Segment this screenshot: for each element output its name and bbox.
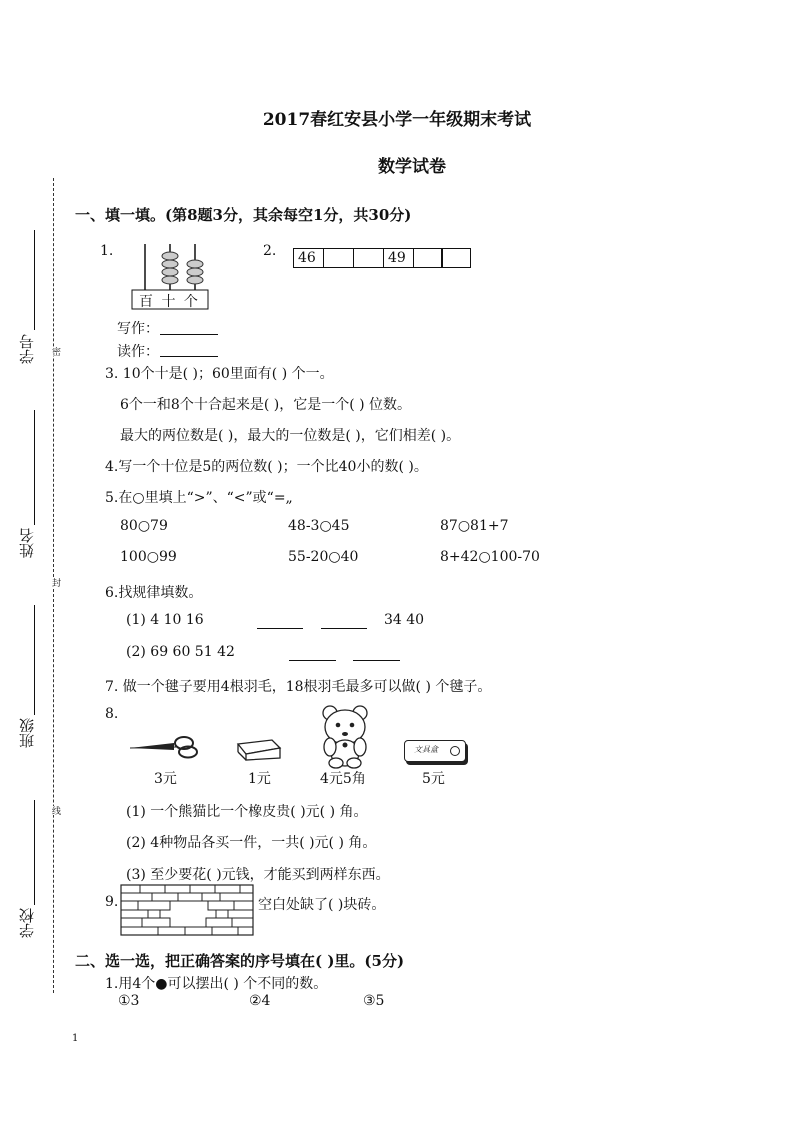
school-blank-line bbox=[34, 800, 35, 905]
q4-text: 4.写一个十位是5的两位数( )；一个比40小的数( )。 bbox=[105, 459, 428, 475]
student-id-label: 学号 bbox=[18, 334, 36, 364]
page-number: 1 bbox=[72, 1033, 79, 1044]
q2-box-5[interactable] bbox=[413, 248, 443, 268]
s2-q1-option-2[interactable]: ②4 bbox=[249, 993, 271, 1009]
q8-sub3: (3) 至少要花( )元钱，才能买到两样东西。 bbox=[126, 867, 390, 883]
pencil-box-label: 文具盒 bbox=[414, 745, 438, 754]
q7-text: 7. 做一个毽子要用4根羽毛，18根羽毛最多可以做( ) 个毽子。 bbox=[105, 679, 492, 695]
class-label: 班级 bbox=[18, 718, 36, 748]
name-blank-line bbox=[34, 410, 35, 525]
q8-sub1: (1) 一个熊猫比一个橡皮贵( )元( ) 角。 bbox=[126, 804, 368, 820]
seal-mark-mi: 密 bbox=[50, 347, 60, 356]
q1-read-blank[interactable] bbox=[160, 340, 218, 357]
class-blank-line bbox=[34, 605, 35, 715]
q2-number-boxes bbox=[293, 248, 471, 268]
q6-sequence2-start: (2) 69 60 51 42 bbox=[126, 644, 235, 660]
q6-sequence1-start: (1) 4 10 16 bbox=[126, 612, 204, 628]
q3-line1: 3. 10个十是( )；60里面有( ) 个一。 bbox=[105, 366, 334, 382]
q6-seq2-blank-1[interactable] bbox=[289, 644, 336, 661]
section2-heading: 二、选一选，把正确答案的序号填在( )里。(5分) bbox=[75, 952, 405, 970]
q9-number: 9. bbox=[105, 894, 119, 910]
q1-read-label: 读作： bbox=[117, 344, 159, 360]
q3-line2: 6个一和8个十合起来是( )，它是一个( ) 位数。 bbox=[120, 397, 412, 413]
eraser-price: 1元 bbox=[248, 771, 271, 787]
q2-box-2[interactable] bbox=[323, 248, 354, 268]
section1-heading: 一、填一填。(第8题3分，其余每空1分，共30分) bbox=[75, 206, 412, 224]
q5-item-5: 55-20○40 bbox=[288, 549, 359, 565]
q3-line3: 最大的两位数是( )，最大的一位数是( )，它们相差( )。 bbox=[120, 428, 461, 444]
q8-number: 8. bbox=[105, 706, 119, 722]
q9-text: 空白处缺了( )块砖。 bbox=[258, 897, 386, 913]
scissors-price: 3元 bbox=[154, 771, 177, 787]
s2-q1-option-1[interactable]: ①3 bbox=[118, 993, 140, 1009]
pencil-box-emblem-icon bbox=[450, 746, 460, 756]
q6-seq1-blank-1[interactable] bbox=[257, 612, 303, 629]
exam-title: 2017春红安县小学一年级期末考试 bbox=[262, 110, 532, 130]
q2-box-3[interactable] bbox=[353, 248, 384, 268]
eraser-icon bbox=[236, 738, 282, 762]
pencil-box-icon bbox=[404, 740, 466, 762]
teddy-bear-icon bbox=[316, 703, 372, 769]
q5-item-4: 100○99 bbox=[120, 549, 177, 565]
q2-box-1: 46 bbox=[293, 248, 324, 268]
q1-write-label: 写作： bbox=[117, 321, 159, 337]
scissors-icon bbox=[128, 735, 204, 759]
q5-prompt: 5.在○里填上“>”、“<”或“=„ bbox=[105, 490, 293, 506]
q5-item-1: 80○79 bbox=[120, 518, 168, 534]
seal-mark-feng: 封 bbox=[50, 578, 60, 587]
q5-item-2: 48-3○45 bbox=[288, 518, 350, 534]
q6-seq1-blank-2[interactable] bbox=[321, 612, 367, 629]
q8-sub2: (2) 4种物品各买一件，一共( )元( ) 角。 bbox=[126, 835, 377, 851]
seal-mark-xian: 线 bbox=[50, 806, 60, 815]
brick-wall-icon bbox=[120, 884, 254, 936]
q2-box-6[interactable] bbox=[441, 248, 471, 268]
q1-number: 1. bbox=[100, 243, 114, 259]
q6-seq2-blank-2[interactable] bbox=[353, 644, 400, 661]
q5-item-3: 87○81+7 bbox=[440, 518, 509, 534]
q6-prompt: 6.找规律填数。 bbox=[105, 585, 203, 601]
student-id-blank-line bbox=[34, 230, 35, 330]
q2-number: 2. bbox=[263, 243, 277, 259]
pencil-box-price: 5元 bbox=[422, 771, 445, 787]
q5-item-6: 8+42○100-70 bbox=[440, 549, 540, 565]
q1-write-blank[interactable] bbox=[160, 318, 218, 335]
s2-q1-option-3[interactable]: ③5 bbox=[363, 993, 385, 1009]
name-label: 姓名 bbox=[18, 528, 36, 558]
abacus-place-labels: 百 十 个 bbox=[139, 294, 200, 310]
q6-sequence1-end: 34 40 bbox=[384, 612, 425, 628]
teddy-bear-price: 4元5角 bbox=[320, 771, 366, 787]
exam-subtitle: 数学试卷 bbox=[378, 157, 446, 177]
s2-q1-prompt: 1.用4个●可以摆出( ) 个不同的数。 bbox=[105, 976, 328, 992]
q2-box-4: 49 bbox=[383, 248, 414, 268]
school-label: 学校 bbox=[18, 908, 36, 938]
